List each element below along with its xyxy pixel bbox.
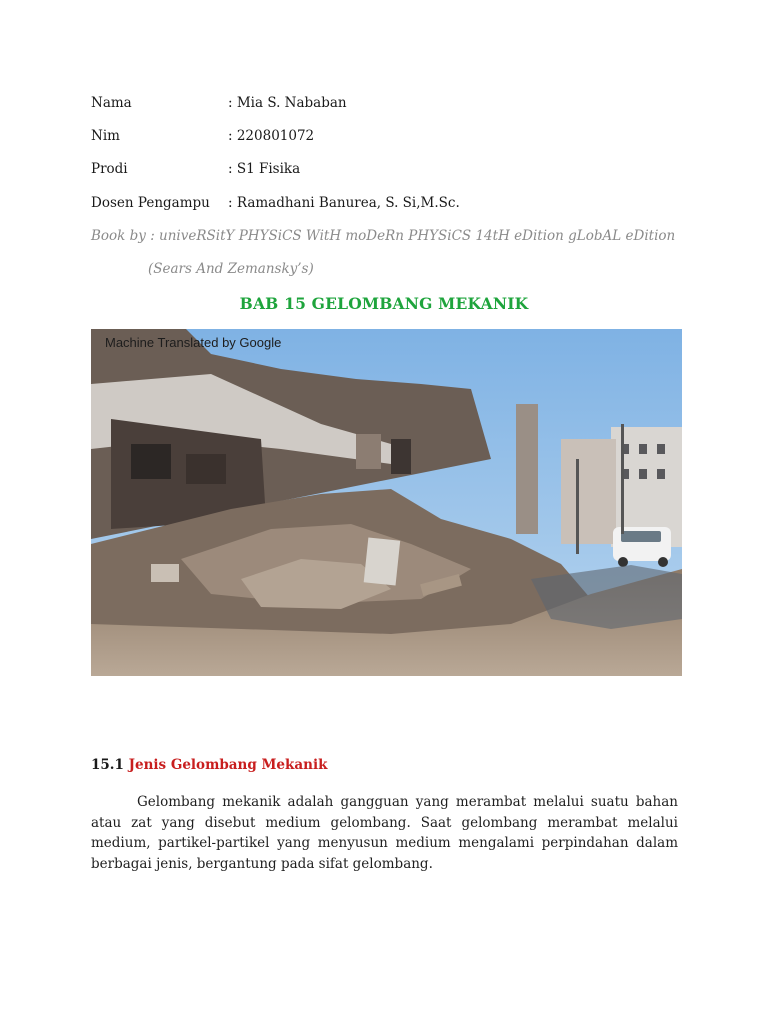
info-value: : Ramadhani Banurea, S. Si,M.Sc. (228, 195, 460, 211)
info-value: : 220801072 (228, 128, 315, 144)
info-label: Prodi (91, 161, 128, 177)
info-value: : S1 Fisika (228, 161, 301, 177)
photo-caption: Machine Translated by Google (105, 335, 282, 350)
section-number: 15.1 (91, 757, 124, 773)
earthquake-rubble-photo (91, 329, 682, 676)
book-authors: (Sears And Zemansky’s) (148, 261, 314, 277)
chapter-title: BAB 15 GELOMBANG MEKANIK (239, 294, 529, 313)
info-label: Nim (91, 128, 120, 144)
section-heading (91, 757, 327, 773)
info-value: : Mia S. Nababan (228, 95, 347, 111)
book-reference: Book by : univeRSitY PHYSiCS WitH moDeRn PHYSiCS 14tH eDition gLobAL eDition (91, 228, 676, 244)
section-title: Jenis Gelombang Mekanik (128, 757, 328, 773)
body-paragraph: Gelombang mekanik adalah gangguan yang merambat melalui suatu bahan atau zat yang disebut medium gelombang. Saat gelombang merambat melalui medium, partikel-partikel yang menyusun medium mengalami perpindahan dalam berbagai jenis, bergantung pada sifat gelombang. (91, 794, 678, 872)
info-label: Dosen Pengampu (91, 195, 210, 211)
info-label: Nama (91, 95, 132, 111)
photo-illustration (91, 329, 682, 676)
